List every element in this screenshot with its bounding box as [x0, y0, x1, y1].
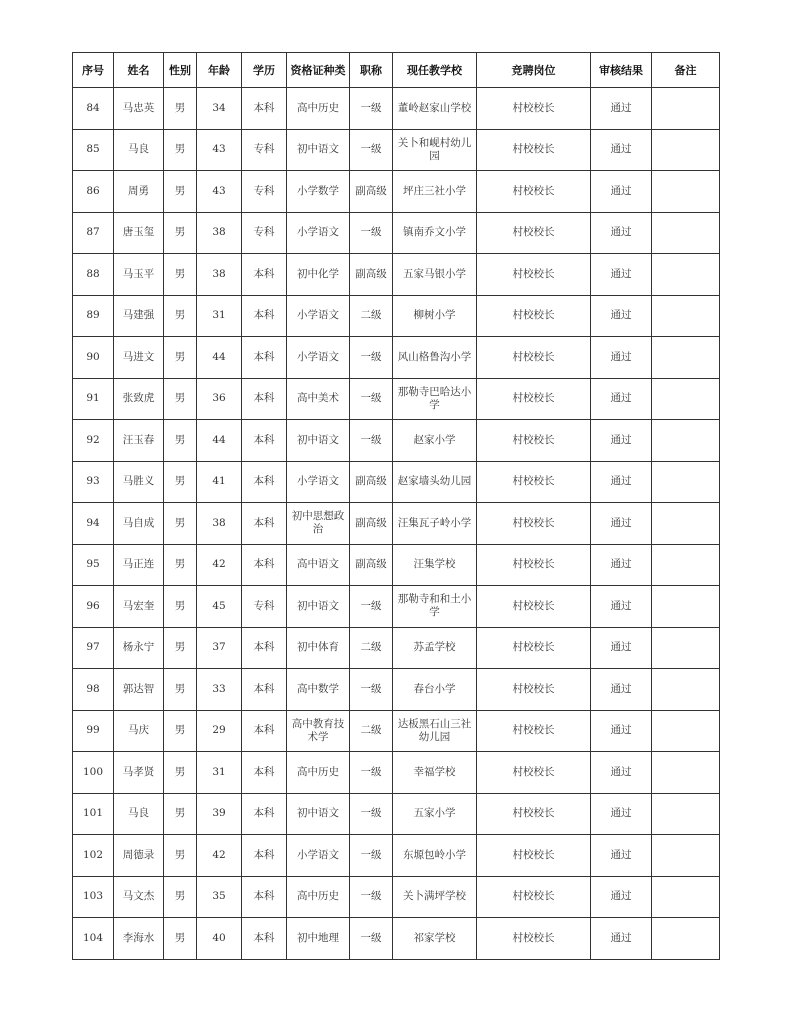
- cell-age: 31: [197, 295, 242, 337]
- cell-no: 89: [73, 295, 114, 337]
- cell-title: 二级: [350, 710, 393, 752]
- cell-age: 35: [197, 876, 242, 918]
- cell-no: 97: [73, 627, 114, 669]
- cell-gender: 男: [164, 876, 197, 918]
- cell-education: 专科: [242, 212, 287, 254]
- cell-education: 本科: [242, 88, 287, 130]
- cell-result: 通过: [591, 295, 652, 337]
- cell-school: 关卜满坪学校: [393, 876, 477, 918]
- cell-note: [652, 254, 720, 296]
- table-row: [73, 129, 720, 171]
- cell-name: 马良: [114, 793, 164, 835]
- cell-certificate: 高中教育技术学: [287, 710, 350, 752]
- cell-gender: 男: [164, 337, 197, 379]
- table-row: [73, 627, 720, 669]
- cell-education: 本科: [242, 710, 287, 752]
- cell-age: 43: [197, 171, 242, 213]
- cell-post: 村校校长: [477, 835, 591, 877]
- cell-note: [652, 420, 720, 462]
- cell-gender: 男: [164, 254, 197, 296]
- cell-name: 马建强: [114, 295, 164, 337]
- cell-gender: 男: [164, 544, 197, 586]
- table-row: [73, 420, 720, 462]
- cell-education: 本科: [242, 503, 287, 545]
- cell-education: 本科: [242, 420, 287, 462]
- cell-age: 33: [197, 669, 242, 711]
- cell-education: 本科: [242, 876, 287, 918]
- cell-school: 柳树小学: [393, 295, 477, 337]
- cell-age: 45: [197, 586, 242, 628]
- cell-education: 本科: [242, 295, 287, 337]
- cell-title: 一级: [350, 793, 393, 835]
- cell-post: 村校校长: [477, 420, 591, 462]
- cell-certificate: 初中语文: [287, 586, 350, 628]
- cell-no: 90: [73, 337, 114, 379]
- cell-age: 40: [197, 918, 242, 960]
- cell-age: 31: [197, 752, 242, 794]
- cell-name: 李海水: [114, 918, 164, 960]
- table-row: [73, 461, 720, 503]
- cell-title: 一级: [350, 669, 393, 711]
- cell-note: [652, 503, 720, 545]
- table-row: [73, 669, 720, 711]
- cell-age: 34: [197, 88, 242, 130]
- cell-post: 村校校长: [477, 544, 591, 586]
- cell-education: 本科: [242, 669, 287, 711]
- cell-name: 马宏奎: [114, 586, 164, 628]
- cell-no: 96: [73, 586, 114, 628]
- cell-post: 村校校长: [477, 88, 591, 130]
- cell-title: 副高级: [350, 254, 393, 296]
- cell-result: 通过: [591, 586, 652, 628]
- cell-name: 马胜义: [114, 461, 164, 503]
- header-no: 序号: [73, 53, 114, 88]
- cell-age: 38: [197, 503, 242, 545]
- cell-note: [652, 835, 720, 877]
- cell-education: 本科: [242, 544, 287, 586]
- cell-result: 通过: [591, 876, 652, 918]
- header-row: [73, 53, 720, 88]
- cell-name: 马正连: [114, 544, 164, 586]
- table-row: [73, 544, 720, 586]
- cell-gender: 男: [164, 212, 197, 254]
- cell-note: [652, 918, 720, 960]
- cell-education: 本科: [242, 337, 287, 379]
- cell-school: 幸福学校: [393, 752, 477, 794]
- cell-no: 92: [73, 420, 114, 462]
- cell-school: 汪集瓦子岭小学: [393, 503, 477, 545]
- cell-post: 村校校长: [477, 918, 591, 960]
- cell-note: [652, 752, 720, 794]
- cell-certificate: 初中地理: [287, 918, 350, 960]
- cell-title: 副高级: [350, 171, 393, 213]
- cell-name: 杨永宁: [114, 627, 164, 669]
- cell-no: 98: [73, 669, 114, 711]
- cell-certificate: 初中体育: [287, 627, 350, 669]
- cell-certificate: 小学语文: [287, 337, 350, 379]
- cell-education: 本科: [242, 752, 287, 794]
- cell-school: 东塬包岭小学: [393, 835, 477, 877]
- cell-name: 马忠英: [114, 88, 164, 130]
- cell-age: 43: [197, 129, 242, 171]
- table-header: [73, 53, 720, 88]
- cell-certificate: 小学语文: [287, 295, 350, 337]
- cell-certificate: 高中历史: [287, 88, 350, 130]
- cell-post: 村校校长: [477, 586, 591, 628]
- cell-title: 一级: [350, 876, 393, 918]
- cell-school: 镇南乔文小学: [393, 212, 477, 254]
- cell-note: [652, 171, 720, 213]
- cell-certificate: 小学语文: [287, 461, 350, 503]
- cell-gender: 男: [164, 835, 197, 877]
- cell-school: 祁家学校: [393, 918, 477, 960]
- cell-title: 一级: [350, 337, 393, 379]
- header-result: 审核结果: [591, 53, 652, 88]
- table-row: [73, 254, 720, 296]
- table-row: [73, 793, 720, 835]
- cell-school: 风山格鲁沟小学: [393, 337, 477, 379]
- cell-education: 本科: [242, 835, 287, 877]
- cell-title: 副高级: [350, 503, 393, 545]
- cell-school: 那勒寺和和土小学: [393, 586, 477, 628]
- header-age: 年龄: [197, 53, 242, 88]
- cell-note: [652, 378, 720, 420]
- cell-name: 马庆: [114, 710, 164, 752]
- cell-gender: 男: [164, 793, 197, 835]
- table-row: [73, 752, 720, 794]
- cell-age: 38: [197, 254, 242, 296]
- cell-gender: 男: [164, 461, 197, 503]
- cell-education: 本科: [242, 793, 287, 835]
- cell-post: 村校校长: [477, 171, 591, 213]
- cell-name: 周勇: [114, 171, 164, 213]
- cell-result: 通过: [591, 793, 652, 835]
- cell-result: 通过: [591, 378, 652, 420]
- cell-no: 99: [73, 710, 114, 752]
- table-body: [73, 88, 720, 960]
- cell-note: [652, 544, 720, 586]
- cell-name: 郭达智: [114, 669, 164, 711]
- cell-post: 村校校长: [477, 378, 591, 420]
- cell-note: [652, 669, 720, 711]
- cell-note: [652, 129, 720, 171]
- cell-gender: 男: [164, 378, 197, 420]
- cell-result: 通过: [591, 835, 652, 877]
- cell-certificate: 初中化学: [287, 254, 350, 296]
- cell-post: 村校校长: [477, 461, 591, 503]
- cell-post: 村校校长: [477, 503, 591, 545]
- cell-gender: 男: [164, 627, 197, 669]
- cell-result: 通过: [591, 337, 652, 379]
- cell-certificate: 初中语文: [287, 420, 350, 462]
- cell-school: 五家小学: [393, 793, 477, 835]
- cell-age: 36: [197, 378, 242, 420]
- cell-post: 村校校长: [477, 129, 591, 171]
- cell-result: 通过: [591, 88, 652, 130]
- table-row: [73, 212, 720, 254]
- cell-result: 通过: [591, 212, 652, 254]
- table-row: [73, 835, 720, 877]
- cell-gender: 男: [164, 171, 197, 213]
- cell-post: 村校校长: [477, 793, 591, 835]
- cell-name: 马进文: [114, 337, 164, 379]
- table-row: [73, 586, 720, 628]
- cell-name: 马文杰: [114, 876, 164, 918]
- cell-title: 一级: [350, 835, 393, 877]
- cell-certificate: 初中语文: [287, 129, 350, 171]
- cell-title: 二级: [350, 627, 393, 669]
- table-row: [73, 710, 720, 752]
- cell-certificate: 小学语文: [287, 835, 350, 877]
- cell-gender: 男: [164, 420, 197, 462]
- header-post: 竞聘岗位: [477, 53, 591, 88]
- cell-note: [652, 793, 720, 835]
- cell-result: 通过: [591, 918, 652, 960]
- header-education: 学历: [242, 53, 287, 88]
- cell-post: 村校校长: [477, 710, 591, 752]
- header-name: 姓名: [114, 53, 164, 88]
- cell-education: 本科: [242, 378, 287, 420]
- cell-no: 88: [73, 254, 114, 296]
- cell-gender: 男: [164, 918, 197, 960]
- cell-no: 87: [73, 212, 114, 254]
- cell-gender: 男: [164, 295, 197, 337]
- cell-certificate: 高中美术: [287, 378, 350, 420]
- cell-no: 104: [73, 918, 114, 960]
- cell-gender: 男: [164, 669, 197, 711]
- cell-age: 42: [197, 544, 242, 586]
- cell-education: 专科: [242, 129, 287, 171]
- cell-post: 村校校长: [477, 627, 591, 669]
- table-row: [73, 876, 720, 918]
- cell-result: 通过: [591, 129, 652, 171]
- cell-note: [652, 461, 720, 503]
- cell-gender: 男: [164, 88, 197, 130]
- cell-no: 94: [73, 503, 114, 545]
- cell-gender: 男: [164, 129, 197, 171]
- cell-certificate: 小学语文: [287, 212, 350, 254]
- cell-certificate: 初中思想政治: [287, 503, 350, 545]
- header-gender: 性别: [164, 53, 197, 88]
- cell-title: 副高级: [350, 544, 393, 586]
- cell-age: 42: [197, 835, 242, 877]
- cell-gender: 男: [164, 503, 197, 545]
- table-row: [73, 918, 720, 960]
- cell-age: 41: [197, 461, 242, 503]
- cell-title: 二级: [350, 295, 393, 337]
- cell-gender: 男: [164, 710, 197, 752]
- cell-result: 通过: [591, 752, 652, 794]
- cell-school: 关卜和岘村幼儿园: [393, 129, 477, 171]
- cell-title: 一级: [350, 212, 393, 254]
- cell-title: 一级: [350, 420, 393, 462]
- table-row: [73, 171, 720, 213]
- cell-title: 一级: [350, 88, 393, 130]
- cell-no: 95: [73, 544, 114, 586]
- cell-age: 37: [197, 627, 242, 669]
- cell-certificate: 高中语文: [287, 544, 350, 586]
- cell-note: [652, 337, 720, 379]
- cell-result: 通过: [591, 503, 652, 545]
- cell-no: 103: [73, 876, 114, 918]
- cell-name: 周德录: [114, 835, 164, 877]
- cell-post: 村校校长: [477, 254, 591, 296]
- cell-post: 村校校长: [477, 212, 591, 254]
- table-row: [73, 503, 720, 545]
- personnel-table: [72, 52, 720, 960]
- header-note: 备注: [652, 53, 720, 88]
- cell-note: [652, 710, 720, 752]
- cell-note: [652, 876, 720, 918]
- cell-result: 通过: [591, 669, 652, 711]
- cell-result: 通过: [591, 544, 652, 586]
- cell-no: 85: [73, 129, 114, 171]
- cell-post: 村校校长: [477, 752, 591, 794]
- cell-certificate: 高中数学: [287, 669, 350, 711]
- cell-result: 通过: [591, 254, 652, 296]
- cell-no: 93: [73, 461, 114, 503]
- cell-post: 村校校长: [477, 337, 591, 379]
- cell-result: 通过: [591, 710, 652, 752]
- cell-school: 春台小学: [393, 669, 477, 711]
- table-row: [73, 337, 720, 379]
- cell-title: 一级: [350, 129, 393, 171]
- cell-education: 本科: [242, 627, 287, 669]
- cell-note: [652, 295, 720, 337]
- cell-school: 赵家墙头幼儿园: [393, 461, 477, 503]
- cell-note: [652, 212, 720, 254]
- cell-name: 张致虎: [114, 378, 164, 420]
- cell-age: 44: [197, 337, 242, 379]
- cell-gender: 男: [164, 752, 197, 794]
- cell-name: 汪玉春: [114, 420, 164, 462]
- cell-note: [652, 88, 720, 130]
- cell-certificate: 小学数学: [287, 171, 350, 213]
- cell-certificate: 初中语文: [287, 793, 350, 835]
- cell-education: 本科: [242, 254, 287, 296]
- cell-name: 马自成: [114, 503, 164, 545]
- cell-title: 副高级: [350, 461, 393, 503]
- cell-no: 101: [73, 793, 114, 835]
- cell-age: 29: [197, 710, 242, 752]
- cell-title: 一级: [350, 918, 393, 960]
- cell-school: 汪集学校: [393, 544, 477, 586]
- table-row: [73, 88, 720, 130]
- cell-result: 通过: [591, 171, 652, 213]
- table-row: [73, 378, 720, 420]
- cell-result: 通过: [591, 420, 652, 462]
- cell-note: [652, 586, 720, 628]
- cell-age: 39: [197, 793, 242, 835]
- cell-gender: 男: [164, 586, 197, 628]
- cell-education: 本科: [242, 461, 287, 503]
- cell-school: 董岭赵家山学校: [393, 88, 477, 130]
- cell-no: 91: [73, 378, 114, 420]
- cell-post: 村校校长: [477, 295, 591, 337]
- cell-post: 村校校长: [477, 876, 591, 918]
- cell-education: 本科: [242, 918, 287, 960]
- cell-no: 102: [73, 835, 114, 877]
- cell-title: 一级: [350, 752, 393, 794]
- cell-post: 村校校长: [477, 669, 591, 711]
- cell-school: 五家马银小学: [393, 254, 477, 296]
- cell-name: 马良: [114, 129, 164, 171]
- cell-title: 一级: [350, 378, 393, 420]
- cell-result: 通过: [591, 627, 652, 669]
- header-school: 现任教学校: [393, 53, 477, 88]
- cell-school: 坪庄三社小学: [393, 171, 477, 213]
- cell-no: 100: [73, 752, 114, 794]
- cell-school: 赵家小学: [393, 420, 477, 462]
- table-row: [73, 295, 720, 337]
- cell-education: 专科: [242, 171, 287, 213]
- cell-school: 那勒寺巴哈达小学: [393, 378, 477, 420]
- header-certificate: 资格证种类: [287, 53, 350, 88]
- cell-age: 44: [197, 420, 242, 462]
- cell-no: 84: [73, 88, 114, 130]
- cell-age: 38: [197, 212, 242, 254]
- cell-result: 通过: [591, 461, 652, 503]
- cell-name: 马玉平: [114, 254, 164, 296]
- cell-certificate: 高中历史: [287, 876, 350, 918]
- cell-title: 一级: [350, 586, 393, 628]
- cell-education: 专科: [242, 586, 287, 628]
- header-title: 职称: [350, 53, 393, 88]
- cell-school: 达板黑石山三社幼儿园: [393, 710, 477, 752]
- cell-no: 86: [73, 171, 114, 213]
- cell-name: 唐玉玺: [114, 212, 164, 254]
- cell-note: [652, 627, 720, 669]
- cell-certificate: 高中历史: [287, 752, 350, 794]
- cell-name: 马孝贤: [114, 752, 164, 794]
- cell-school: 苏孟学校: [393, 627, 477, 669]
